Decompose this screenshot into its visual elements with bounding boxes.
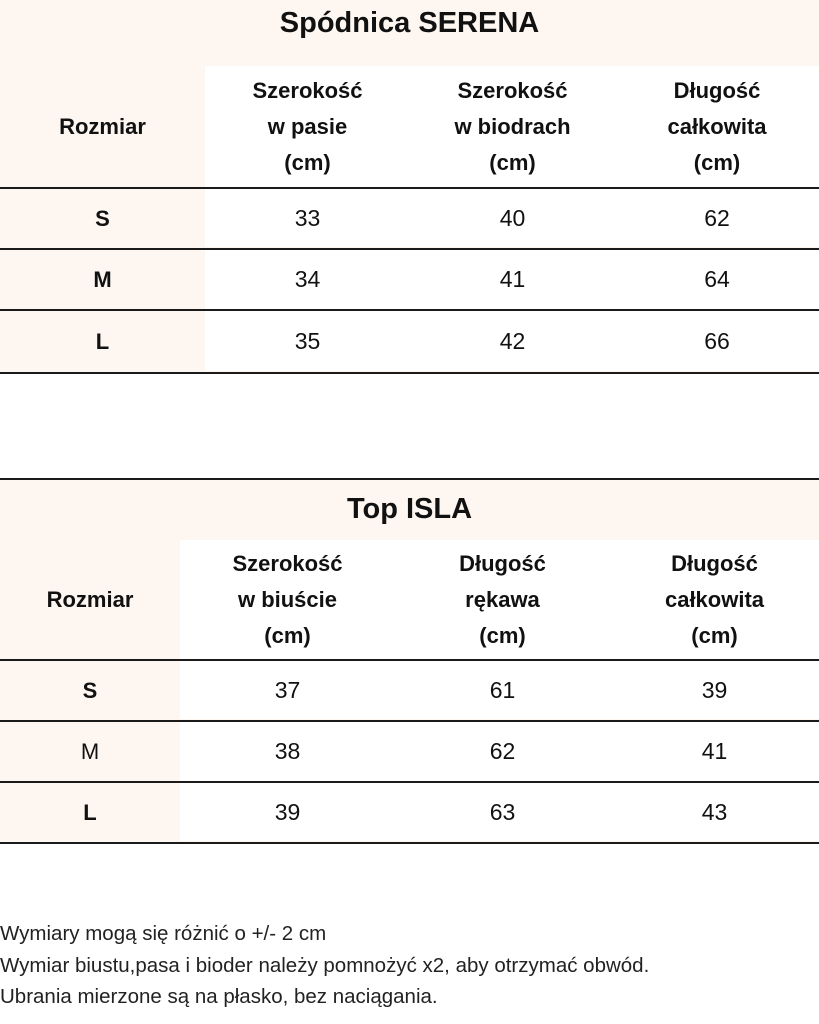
top-bust-value: 37 (274, 677, 301, 703)
note-circumference: Wymiar biustu,pasa i bioder należy pomnożyć x2, aby otrzymać obwód. (0, 953, 650, 977)
top-header-bust: Szerokość w biuście (cm) (232, 550, 343, 648)
skirt-waist-value: 35 (294, 328, 321, 354)
skirt-header-length: Długość całkowita (cm) (667, 77, 767, 175)
skirt-rule-bottom (0, 372, 819, 374)
top-length-value: 39 (701, 677, 728, 703)
skirt-waist-value: 33 (294, 205, 321, 231)
top-bust-value: 39 (274, 799, 301, 825)
skirt-length-value: 62 (704, 205, 730, 231)
top-row-size: M (80, 738, 100, 764)
skirt-row-size: L (95, 328, 110, 354)
top-table-title: Top ISLA (346, 493, 473, 525)
top-length-value: 41 (701, 738, 728, 764)
top-sleeve-value: 61 (489, 677, 516, 703)
skirt-waist-value: 34 (294, 266, 321, 292)
skirt-hips-value: 40 (499, 205, 526, 231)
skirt-header-hips: Szerokość w biodrach (cm) (454, 77, 571, 175)
skirt-length-value: 64 (704, 266, 730, 292)
top-sleeve-value: 63 (489, 799, 516, 825)
skirt-row-size: M (93, 266, 112, 292)
notes (0, 918, 819, 1013)
skirt-header-waist: Szerokość w pasie (cm) (252, 77, 363, 175)
top-row-size: L (83, 799, 97, 825)
top-bust-value: 38 (274, 738, 301, 764)
skirt-hips-value: 42 (499, 328, 526, 354)
top-row-size: S (82, 677, 98, 703)
skirt-table-title: Spódnica SERENA (279, 7, 540, 39)
top-length-value: 43 (701, 799, 728, 825)
skirt-header-size: Rozmiar (59, 113, 146, 139)
top-sleeve-value: 62 (489, 738, 516, 764)
skirt-length-value: 66 (704, 328, 730, 354)
skirt-row-size: S (95, 205, 110, 231)
note-tolerance: Wymiary mogą się różnić o +/- 2 cm (0, 922, 327, 945)
top-header-size: Rozmiar (46, 586, 134, 612)
top-rule-bottom (0, 842, 819, 844)
skirt-hips-value: 41 (499, 266, 526, 292)
note-measured-flat: Ubrania mierzone są na płasko, bez naciągania. (0, 985, 438, 1008)
top-header-sleeve: Długość rękawa (cm) (459, 550, 546, 648)
top-header-length: Długość całkowita (cm) (664, 550, 765, 648)
